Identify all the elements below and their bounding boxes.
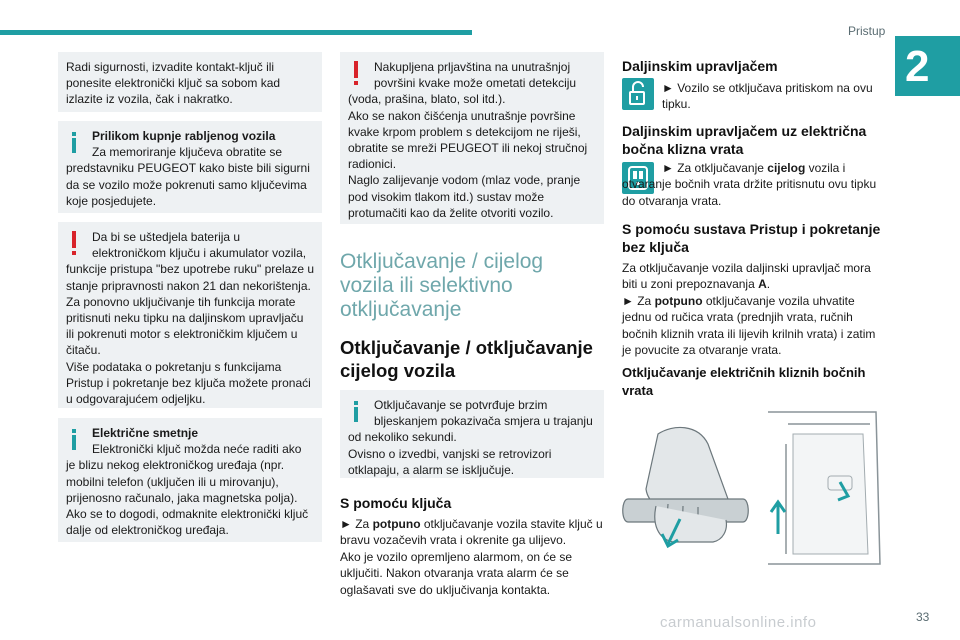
keyless-text-end: .	[766, 277, 771, 292]
used-vehicle-title: Prilikom kupnje rabljenog vozila	[92, 129, 276, 143]
warning-icon	[66, 229, 86, 255]
door-detail	[793, 434, 868, 554]
interference-title: Električne smetnje	[92, 426, 199, 440]
key-text: otključavanje vozila stavite ključ u bravu vozačevih vrata i okrenite ga ulijevo.	[340, 517, 603, 548]
heading-remote: Daljinskim upravljačem	[622, 58, 778, 74]
heading-remote-sliding: Daljinskim upravljačem uz električna bočna klizna vrata	[622, 123, 867, 157]
dirt-text-3: Naglo zalijevanje vodom (mlaz vode, pranje pod visokim tlakom itd.) sustav može protumačiti kao da želite otvoriti vozilo.	[348, 173, 581, 220]
unlock-padlock-icon	[622, 78, 654, 110]
battery-text: Da bi se uštedjela baterija u elektroničkom ključu i akumulator vozila, funkcije pristupa "bez upotrebe ruku" prelaze u stanje pripravnosti nakon 21 dan nekorištenja. Za ponovno uključivanje tih funkcija morate pritisnuti neku tipku na daljinskom upravljaču ili pokrenuti motor s elektroničkim ključem u čitaču.	[66, 230, 314, 358]
zone-a-label: A	[758, 277, 767, 292]
heading-keyless: S pomoću sustava Pristup i pokretanje bez ključa	[622, 221, 881, 255]
info-icon	[66, 425, 86, 451]
safety-text: Radi sigurnosti, izvadite kontakt-ključ ili ponesite elektronički ključ sa sobom kad izlazite iz vozila, čak i nakratko.	[66, 60, 281, 107]
key-bold: potpuno	[372, 517, 421, 531]
warning-icon	[348, 59, 368, 85]
watermark: carmanualsonline.info	[660, 614, 817, 631]
key-text-2: Ako je vozilo opremljeno alarmom, on će se uključiti. Nakon otvaranja vrata alarm će se oglašavati sve do uključivanja kontakta.	[340, 549, 573, 597]
confirmation-text-2: Ovisno o izvedbi, vanjski se retrovizori otklapaju, a alarm se isključuje.	[348, 446, 552, 477]
keyless2-bold: potpuno	[654, 293, 703, 308]
sliding-prefix: ► Za otključavanje	[662, 161, 768, 175]
warning-box-battery	[58, 222, 322, 408]
header-accent-bar	[0, 30, 472, 35]
keyless-text-main: Za otključavanje vozila daljinski upravljač mora biti u zoni prepoznavanja	[622, 261, 871, 292]
confirmation-text: Otključavanje se potvrđuje brzim bljeskanjem pokazivača smjera u trajanju od nekoliko sekundi.	[348, 398, 593, 445]
hand-drawing	[623, 427, 749, 542]
keyless2-prefix: ► Za	[622, 293, 655, 308]
info-icon	[348, 397, 368, 423]
section-heading-unlocking: Otključavanje / cijelog vozila ili selektivno otključavanje	[340, 250, 544, 321]
page-number: 33	[916, 610, 930, 624]
chapter-number: 2	[905, 42, 930, 91]
info-box-confirmation	[340, 390, 604, 478]
info-box-safety	[58, 52, 322, 112]
section-title: Pristup	[848, 24, 886, 38]
heading-with-key: S pomoću ključa	[340, 495, 452, 511]
bullet-prefix: ► Za	[340, 517, 373, 531]
interference-text: Elektronički ključ možda neće raditi ako je blizu nekog elektroničkog uređaja (npr. mobilni telefon (uključen ili u mirovanju), prijenosno računalo, jaka magnetska polja). Ako se to dogodi, odmaknite elektronički ključ dalje od elektroničkog uređaja.	[66, 442, 309, 538]
warning-box-dirt	[340, 52, 604, 224]
keyless-text	[622, 260, 884, 358]
sliding-bold: cijelog	[767, 161, 806, 175]
key-instructions	[340, 516, 604, 598]
sliding-text-rest: vozila i otvaranje bočnih vrata držite pritisnutu ovu tipku do otvaranja vrata.	[622, 161, 877, 208]
dirt-text-2: Ako se nakon čišćenja unutrašnje površine kvake krpom problem s detekcijom ne riješi, obratite se mreži PEUGEOT ili nekoj stručnoj radionici.	[348, 108, 588, 172]
dirt-text: Nakupljena prljavština na unutrašnjoj površini kvake može ometati detekciju (voda, prašina, blato, sol itd.).	[348, 60, 577, 107]
door-handle-illustration	[618, 404, 888, 574]
heading-electric-sliding: Otključavanje električnih kliznih bočnih vrata	[622, 365, 866, 398]
sliding-text	[622, 160, 884, 209]
remote-text: ► Vozilo se otključava pritiskom na ovu tipku.	[662, 81, 873, 112]
battery-text-2: Više podataka o pokretanju s funkcijama Pristup i pokretanje bez ključa možete pronaći u odgovarajućem odjeljku.	[66, 359, 311, 407]
info-icon	[66, 128, 86, 154]
keyless2-text: otključavanje vozila uhvatite jednu od ručica vrata (prednjih vrata, ručnih bočnih kliznih vrata ili lijevih krilnih vrata) i zatim je povucite za otvaranje vrata.	[622, 293, 876, 358]
pull-arrow-right	[771, 502, 785, 534]
info-box-used-vehicle	[58, 121, 322, 213]
heading-unlock-whole: Otključavanje / otključavanje cijelog vozila	[340, 337, 593, 381]
used-vehicle-text: Za memoriranje ključeva obratite se predstavniku PEUGEOT kako biste bili sigurni da se vozilo može pokrenuti samo ključevima koje posjedujete.	[66, 145, 310, 208]
info-box-interference	[58, 418, 322, 542]
